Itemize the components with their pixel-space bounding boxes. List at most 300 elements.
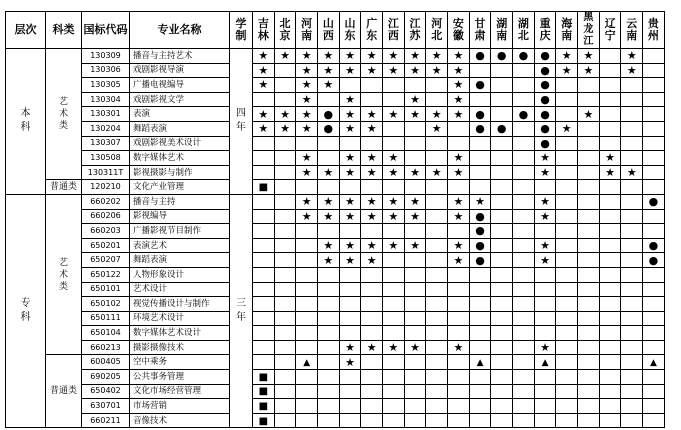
major-name: 舞蹈表演: [130, 121, 230, 136]
enrollment-mark: [426, 224, 448, 239]
enrollment-mark: [274, 209, 296, 224]
enrollment-mark: [556, 326, 578, 341]
enrollment-mark: [404, 121, 426, 136]
enrollment-mark: [274, 78, 296, 93]
enrollment-mark: [578, 253, 600, 268]
enrollment-mark: [253, 297, 275, 312]
dot-icon: ●: [540, 136, 550, 150]
enrollment-mark: [448, 399, 470, 414]
major-name: 摄影摄像技术: [130, 340, 230, 355]
enrollment-mark: [253, 224, 275, 239]
enrollment-mark: [469, 311, 491, 326]
enrollment-mark: [599, 136, 621, 151]
star-icon: ★: [453, 63, 464, 77]
enrollment-mark: [361, 63, 383, 78]
enrollment-mark: [491, 326, 513, 341]
enrollment-mark: [556, 49, 578, 64]
enrollment-mark: [274, 399, 296, 414]
star-icon: ★: [410, 166, 420, 180]
star-icon: ★: [366, 341, 377, 355]
enrollment-mark: [404, 399, 426, 414]
enrollment-mark: [643, 311, 665, 326]
star-icon: ★: [431, 107, 442, 121]
enrollment-mark: [274, 136, 296, 151]
enrollment-mark: [274, 355, 296, 370]
enrollment-mark: [534, 326, 556, 341]
enrollment-mark: [361, 194, 383, 209]
enrollment-mark: [643, 384, 665, 399]
enrollment-mark: [469, 370, 491, 385]
enrollment-mark: [318, 92, 340, 107]
enrollment-mark: [318, 297, 340, 312]
major-code: 130307: [82, 136, 130, 151]
enrollment-mark: [469, 253, 491, 268]
enrollment-mark: [556, 267, 578, 282]
enrollment-mark: [621, 253, 643, 268]
major-name: 表演: [130, 107, 230, 122]
star-icon: ★: [301, 122, 312, 136]
enrollment-mark: [404, 282, 426, 297]
enrollment-mark: [556, 355, 578, 370]
star-icon: ★: [301, 63, 312, 77]
enrollment-mark: [448, 151, 470, 166]
header-province: 湖 南: [491, 12, 513, 49]
star-icon: ★: [301, 93, 312, 107]
table-row: [6, 326, 665, 341]
major-code: 690205: [82, 370, 130, 385]
star-icon: ★: [431, 166, 442, 180]
enrollment-mark: [491, 165, 513, 180]
enrollment-mark: [361, 121, 383, 136]
enrollment-mark: [491, 78, 513, 93]
enrollment-mark: [599, 413, 621, 428]
enrollment-mark: [296, 267, 318, 282]
star-icon: ★: [453, 49, 464, 63]
enrollment-mark: [643, 282, 665, 297]
enrollment-mark: [643, 326, 665, 341]
enrollment-mark: [383, 121, 405, 136]
table-row: [6, 136, 665, 151]
star-icon: ★: [453, 166, 464, 180]
dot-icon: ●: [540, 78, 550, 92]
star-icon: ★: [345, 355, 355, 369]
major-code: 650402: [82, 384, 130, 399]
enrollment-mark: [361, 209, 383, 224]
star-icon: ★: [540, 166, 550, 180]
enrollment-mark: [274, 121, 296, 136]
major-code: 650201: [82, 238, 130, 253]
star-icon: ★: [366, 63, 377, 77]
header-code: 国标代码: [82, 12, 130, 49]
enrollment-mark: [621, 340, 643, 355]
star-icon: ★: [410, 107, 420, 121]
enrollment-mark: [426, 194, 448, 209]
enrollment-mark: [448, 413, 470, 428]
enrollment-mark: [534, 209, 556, 224]
enrollment-mark: [339, 63, 361, 78]
enrollment-mark: [253, 107, 275, 122]
major-code: 130204: [82, 121, 130, 136]
enrollment-mark: [318, 121, 340, 136]
dot-icon: ●: [475, 78, 485, 92]
enrollment-mark: [534, 107, 556, 122]
enrollment-mark: [599, 370, 621, 385]
enrollment-mark: [404, 267, 426, 282]
enrollment-mark: [448, 311, 470, 326]
enrollment-mark: [383, 224, 405, 239]
enrollment-mark: [318, 355, 340, 370]
enrollment-mark: [426, 49, 448, 64]
enrollment-mark: [556, 282, 578, 297]
enrollment-mark: [513, 311, 535, 326]
enrollment-mark: [274, 63, 296, 78]
enrollment-mark: [578, 384, 600, 399]
enrollment-mark: [296, 194, 318, 209]
enrollment-mark: [296, 326, 318, 341]
enrollment-mark: [426, 267, 448, 282]
major-code: 650104: [82, 326, 130, 341]
enrollment-mark: [469, 180, 491, 195]
square-icon: ■: [258, 401, 269, 413]
enrollment-mark: [643, 238, 665, 253]
star-icon: ★: [323, 195, 334, 209]
enrollment-mark: [426, 92, 448, 107]
enrollment-mark: [534, 180, 556, 195]
enrollment-mark: [621, 413, 643, 428]
enrollment-mark: [318, 209, 340, 224]
enrollment-mark: [383, 370, 405, 385]
enrollment-mark: [513, 121, 535, 136]
enrollment-mark: [599, 297, 621, 312]
enrollment-mark: [404, 253, 426, 268]
enrollment-mark: [448, 253, 470, 268]
enrollment-mark: [599, 399, 621, 414]
enrollment-mark: [296, 297, 318, 312]
enrollment-mark: [491, 151, 513, 166]
enrollment-mark: [339, 165, 361, 180]
enrollment-mark: [491, 355, 513, 370]
enrollment-mark: [534, 413, 556, 428]
star-icon: ★: [301, 107, 312, 121]
enrollment-mark: [448, 92, 470, 107]
enrollment-mark: [534, 399, 556, 414]
enrollment-mark: [578, 194, 600, 209]
enrollment-mark: [404, 297, 426, 312]
enrollment-mark: [578, 63, 600, 78]
enrollment-mark: [513, 180, 535, 195]
enrollment-mark: [556, 107, 578, 122]
enrollment-mark: [469, 326, 491, 341]
enrollment-mark: [296, 78, 318, 93]
enrollment-mark: [643, 136, 665, 151]
enrollment-mark: [274, 326, 296, 341]
major-name: 空中乘务: [130, 355, 230, 370]
enrollment-mark: [448, 340, 470, 355]
enrollment-mark: [296, 165, 318, 180]
enrollment-mark: [339, 384, 361, 399]
enrollment-mark: [361, 224, 383, 239]
major-code: 130508: [82, 151, 130, 166]
enrollment-mark: [491, 49, 513, 64]
header-level: 层次: [6, 12, 46, 49]
major-name: 文化产业管理: [130, 180, 230, 195]
enrollment-mark: [296, 49, 318, 64]
dot-icon: ●: [540, 107, 550, 121]
enrollment-mark: [534, 311, 556, 326]
enrollment-mark: [339, 340, 361, 355]
enrollment-mark: [534, 136, 556, 151]
enrollment-mark: [534, 121, 556, 136]
enrollment-mark: [296, 311, 318, 326]
square-icon: ■: [258, 415, 269, 427]
enrollment-mark: [643, 92, 665, 107]
enrollment-mark: [621, 107, 643, 122]
enrollment-mark: [578, 224, 600, 239]
header-system: 学 制: [230, 12, 253, 49]
enrollment-mark: [578, 151, 600, 166]
enrollment-mark: [578, 355, 600, 370]
enrollment-mark: [274, 370, 296, 385]
enrollment-mark: [448, 238, 470, 253]
enrollment-mark: [578, 297, 600, 312]
enrollment-mark: [318, 311, 340, 326]
star-icon: ★: [280, 107, 290, 121]
star-icon: ★: [323, 253, 334, 267]
star-icon: ★: [388, 239, 399, 253]
enrollment-mark: [599, 92, 621, 107]
enrollment-mark: [339, 399, 361, 414]
major-code: 600405: [82, 355, 130, 370]
level-zhuanke: 专 科: [6, 194, 46, 428]
enrollment-mark: [274, 180, 296, 195]
major-name: 播音与主持艺术: [130, 49, 230, 64]
enrollment-mark: [643, 253, 665, 268]
enrollment-mark: [404, 238, 426, 253]
enrollment-mark: [469, 297, 491, 312]
major-name: 表演艺术: [130, 238, 230, 253]
enrollment-mark: [318, 340, 340, 355]
table-row: [6, 340, 665, 355]
enrollment-mark: [426, 121, 448, 136]
star-icon: ★: [388, 209, 399, 223]
star-icon: ★: [410, 49, 420, 63]
enrollment-mark: [383, 107, 405, 122]
enrollment-mark: [469, 121, 491, 136]
enrollment-mark: [578, 340, 600, 355]
enrollment-mark: [404, 326, 426, 341]
enrollment-mark: [513, 340, 535, 355]
major-code: 650207: [82, 253, 130, 268]
enrollment-mark: [599, 63, 621, 78]
enrollment-mark: [404, 165, 426, 180]
enrollment-mark: [621, 194, 643, 209]
enrollment-mark: [404, 413, 426, 428]
enrollment-mark: [404, 311, 426, 326]
system-four-years: 四 年: [230, 49, 253, 195]
enrollment-mark: [361, 136, 383, 151]
enrollment-mark: [491, 399, 513, 414]
header-province: 北 京: [274, 12, 296, 49]
enrollment-mark: [296, 63, 318, 78]
enrollment-mark: [534, 224, 556, 239]
enrollment-mark: [534, 63, 556, 78]
enrollment-mark: [534, 267, 556, 282]
enrollment-mark: [448, 326, 470, 341]
star-icon: ★: [410, 195, 420, 209]
enrollment-mark: [383, 180, 405, 195]
star-icon: ★: [388, 151, 399, 165]
dot-icon: ●: [475, 122, 485, 136]
enrollment-mark: [296, 384, 318, 399]
enrollment-mark: [426, 384, 448, 399]
header-category: 科类: [46, 12, 82, 49]
enrollment-mark: [469, 151, 491, 166]
table-row: [6, 311, 665, 326]
header-province: 湖 北: [513, 12, 535, 49]
enrollment-mark: [578, 326, 600, 341]
enrollment-mark: [643, 355, 665, 370]
enrollment-mark: [339, 326, 361, 341]
enrollment-mark: [274, 49, 296, 64]
enrollment-mark: [599, 253, 621, 268]
level-benke: 本 科: [6, 49, 46, 195]
enrollment-mark: [383, 92, 405, 107]
enrollment-mark: [404, 384, 426, 399]
star-icon: ★: [583, 49, 594, 63]
star-icon: ★: [540, 151, 550, 165]
enrollment-mark: [339, 194, 361, 209]
star-icon: ★: [410, 341, 420, 355]
enrollment-mark: [426, 151, 448, 166]
category-general-benke: 普通类: [46, 180, 82, 195]
enrollment-mark: [643, 78, 665, 93]
enrollment-mark: [621, 297, 643, 312]
major-name: 环境艺术设计: [130, 311, 230, 326]
enrollment-mark: [491, 282, 513, 297]
enrollment-mark: [621, 92, 643, 107]
enrollment-mark: [426, 136, 448, 151]
enrollment-mark: [621, 238, 643, 253]
major-code: 130301: [82, 107, 130, 122]
enrollment-mark: [534, 194, 556, 209]
star-icon: ★: [323, 49, 334, 63]
enrollment-mark: [448, 136, 470, 151]
enrollment-mark: [599, 224, 621, 239]
enrollment-mark: [339, 297, 361, 312]
star-icon: ★: [540, 239, 550, 253]
enrollment-mark: [404, 194, 426, 209]
enrollment-mark: [318, 253, 340, 268]
enrollment-mark: [383, 399, 405, 414]
enrollment-mark: [599, 78, 621, 93]
star-icon: ★: [258, 122, 269, 136]
table-row: [6, 121, 665, 136]
enrollment-mark: [643, 267, 665, 282]
enrollment-mark: [361, 238, 383, 253]
enrollment-mark: [274, 267, 296, 282]
enrollment-mark: [274, 238, 296, 253]
enrollment-mark: [643, 63, 665, 78]
enrollment-mark: [383, 340, 405, 355]
enrollment-mark: [599, 384, 621, 399]
dot-icon: ●: [475, 49, 485, 63]
enrollment-mark: [578, 107, 600, 122]
star-icon: ★: [540, 209, 550, 223]
enrollment-mark: [318, 151, 340, 166]
enrollment-mark: [448, 49, 470, 64]
enrollment-mark: [361, 180, 383, 195]
enrollment-mark: [491, 63, 513, 78]
enrollment-mark: [513, 399, 535, 414]
enrollment-mark: [556, 370, 578, 385]
enrollment-mark: [448, 194, 470, 209]
star-icon: ★: [431, 122, 442, 136]
major-name: 视觉传播设计与制作: [130, 297, 230, 312]
category-art-benke: 艺 术 类: [46, 49, 82, 180]
enrollment-mark: [599, 282, 621, 297]
major-code: 660211: [82, 413, 130, 428]
enrollment-mark: [296, 151, 318, 166]
enrollment-mark: [253, 209, 275, 224]
star-icon: ★: [345, 195, 355, 209]
enrollment-mark: [513, 370, 535, 385]
star-icon: ★: [345, 151, 355, 165]
enrollment-mark: [469, 194, 491, 209]
enrollment-mark: [404, 370, 426, 385]
star-icon: ★: [301, 195, 312, 209]
triangle-icon: ▲: [476, 357, 484, 368]
star-icon: ★: [540, 253, 550, 267]
enrollment-mark: [253, 253, 275, 268]
dot-icon: ●: [540, 49, 550, 63]
enrollment-mark: [513, 297, 535, 312]
enrollment-mark: [426, 107, 448, 122]
enrollment-mark: [426, 370, 448, 385]
enrollment-mark: [339, 282, 361, 297]
enrollment-mark: [339, 92, 361, 107]
dot-icon: ●: [475, 209, 485, 223]
enrollment-mark: [491, 121, 513, 136]
enrollment-mark: [556, 194, 578, 209]
major-name: 公共事务管理: [130, 370, 230, 385]
enrollment-mark: [448, 370, 470, 385]
major-code: 650102: [82, 297, 130, 312]
dot-icon: ●: [518, 107, 529, 121]
enrollment-mark: [578, 165, 600, 180]
enrollment-mark: [253, 282, 275, 297]
dot-icon: ●: [648, 195, 659, 209]
category-general-zhuanke: 普通类: [46, 355, 82, 428]
star-icon: ★: [453, 239, 464, 253]
table-row: [6, 194, 665, 209]
enrollment-mark: [469, 267, 491, 282]
major-code: 130304: [82, 92, 130, 107]
triangle-icon: ▲: [649, 357, 657, 368]
enrollment-mark: [426, 297, 448, 312]
star-icon: ★: [453, 107, 464, 121]
enrollment-mark: [383, 238, 405, 253]
enrollment-mark: [296, 136, 318, 151]
star-icon: ★: [605, 151, 616, 165]
table-row: [6, 180, 665, 195]
enrollment-mark: [274, 311, 296, 326]
enrollment-mark: [318, 267, 340, 282]
enrollment-mark: [578, 370, 600, 385]
enrollment-mark: [274, 224, 296, 239]
enrollment-mark: [448, 78, 470, 93]
enrollment-mark: [599, 49, 621, 64]
table-row: [6, 297, 665, 312]
